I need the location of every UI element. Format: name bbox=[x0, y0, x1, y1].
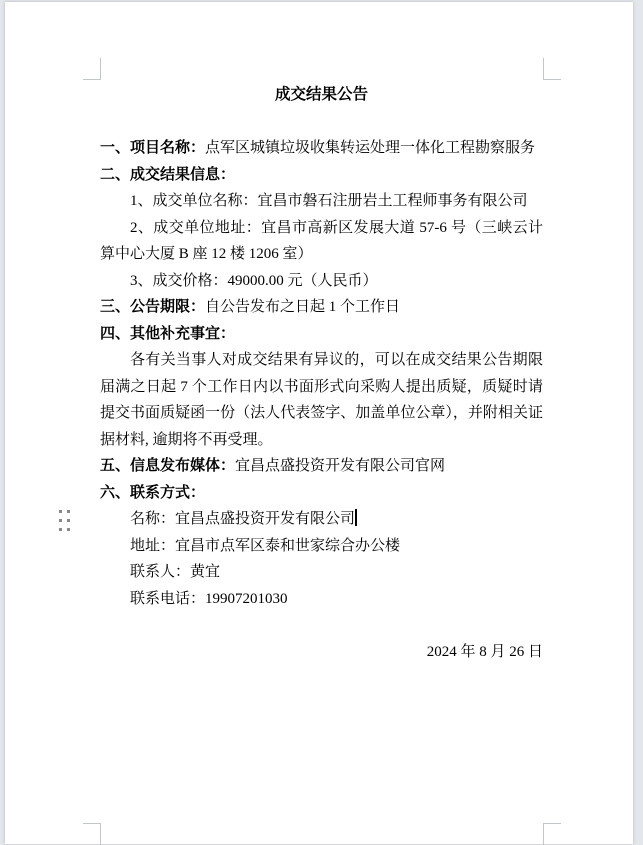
section-3-announcement-period[interactable] bbox=[100, 294, 543, 321]
section-4-body[interactable]: 各有关当事人对成交结果有异议的，可以在成交结果公告期限届满之日起 7 个工作日内以书面形式向采购人提出质疑，质疑时请提交书面质疑函一份（法人代表签字、加盖单位公章），并附相关证据材料, 逾期将不再受理。 bbox=[100, 352, 543, 448]
section-1-text: 点军区城镇垃圾收集转运处理一体化工程勘察服务 bbox=[205, 140, 536, 156]
contact-phone-line[interactable]: 联系电话：19907201030 bbox=[130, 590, 288, 607]
drag-handle-dots bbox=[59, 510, 62, 513]
margin-mark-top-left-icon bbox=[83, 58, 101, 80]
winner-name-line[interactable]: 1、成交单位名称：宜昌市磐石注册岩土工程师事务有限公司 bbox=[130, 193, 528, 209]
contact-address-line[interactable]: 地址：宜昌市点军区泰和世家综合办公楼 bbox=[130, 537, 401, 554]
section-4-label: 四、其他补充事宜： bbox=[100, 324, 236, 342]
section-1-project-name[interactable] bbox=[100, 135, 543, 162]
winner-price-line[interactable]: 3、成交价格：49000.00 元（人民币） bbox=[130, 272, 378, 289]
contact-name-text: 名称：宜昌点盛投资开发有限公司 bbox=[130, 511, 356, 527]
paragraph-drag-handle-icon[interactable] bbox=[59, 510, 72, 532]
margin-mark-top-right-icon bbox=[543, 58, 561, 80]
document-page bbox=[5, 2, 633, 844]
section-2-label: 二、成交结果信息： bbox=[100, 165, 236, 183]
winner-address-line[interactable]: 2、成交单位地址：宜昌市高新区发展大道 57-6 号（三峡云计算中心大厦 B 座 12 楼 1206 室） bbox=[100, 219, 543, 262]
section-1-label: 一、项目名称： bbox=[100, 139, 206, 156]
section-3-text: 自公告发布之日起 1 个工作日 bbox=[205, 299, 401, 315]
section-6-label: 六、联系方式： bbox=[100, 483, 206, 501]
section-5-media[interactable] bbox=[100, 453, 543, 480]
document-content bbox=[100, 2, 543, 665]
contact-person-line[interactable]: 联系人：黄宜 bbox=[130, 564, 221, 580]
section-2-heading[interactable] bbox=[100, 162, 543, 189]
section-5-label: 五、信息发布媒体： bbox=[100, 457, 236, 474]
margin-mark-bottom-right-icon bbox=[543, 823, 561, 845]
section-6-heading[interactable] bbox=[100, 480, 543, 507]
section-5-text: 宜昌点盛投资开发有限公司官网 bbox=[235, 458, 446, 474]
text-cursor bbox=[355, 509, 357, 526]
document-title[interactable]: 成交结果公告 bbox=[274, 86, 368, 103]
section-3-label: 三、公告期限： bbox=[100, 298, 206, 315]
document-date[interactable]: 2024 年 8 月 26 日 bbox=[426, 643, 543, 660]
margin-mark-bottom-left-icon bbox=[83, 823, 101, 845]
contact-name-line[interactable] bbox=[100, 506, 543, 533]
section-4-heading[interactable] bbox=[100, 321, 543, 348]
